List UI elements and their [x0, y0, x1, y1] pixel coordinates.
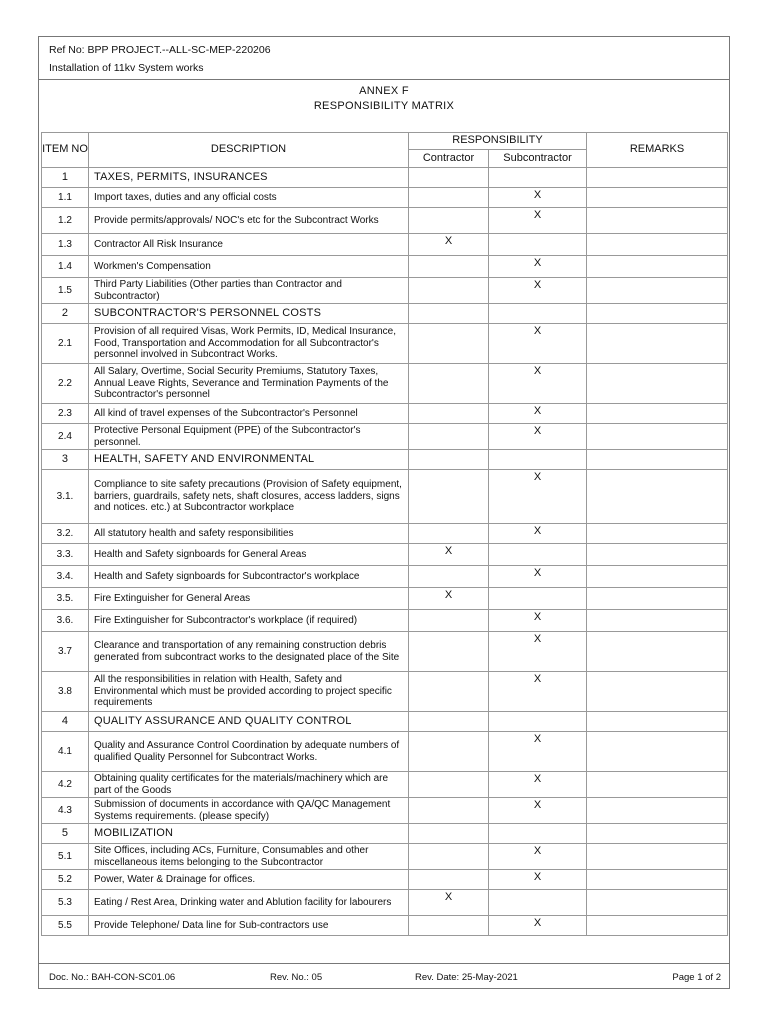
- footer-doc-number: Doc. No.: BAH-CON-SC01.06: [49, 972, 176, 983]
- item-number: 4.1: [42, 732, 89, 772]
- subcontractor-mark: [489, 588, 587, 610]
- remarks-cell: [587, 712, 728, 732]
- table-row: [42, 732, 728, 772]
- table-row: [42, 890, 728, 916]
- contractor-mark: [409, 798, 489, 824]
- contractor-mark: [409, 566, 489, 588]
- contractor-mark: [409, 610, 489, 632]
- remarks-cell: [587, 844, 728, 870]
- table-row: [42, 566, 728, 588]
- table-row: [42, 470, 728, 524]
- remarks-cell: [587, 208, 728, 234]
- footer-revision-number: Rev. No.: 05: [270, 972, 323, 983]
- item-description: Protective Personal Equipment (PPE) of the Subcontractor's personnel.: [89, 424, 409, 450]
- remarks-cell: [587, 424, 728, 450]
- item-number: 2.4: [42, 424, 89, 450]
- table-row: [42, 772, 728, 798]
- item-number: 4.2: [42, 772, 89, 798]
- remarks-cell: [587, 732, 728, 772]
- contractor-mark: [409, 632, 489, 672]
- subcontractor-mark: X: [489, 424, 587, 450]
- item-number: 1.1: [42, 188, 89, 208]
- table-row: [42, 544, 728, 566]
- item-description: MOBILIZATION: [89, 824, 409, 844]
- contractor-mark: [409, 916, 489, 936]
- remarks-cell: [587, 256, 728, 278]
- annex-label: ANNEX F: [359, 85, 409, 97]
- subcontractor-mark: X: [489, 566, 587, 588]
- item-description: Workmen's Compensation: [89, 256, 409, 278]
- item-description: Compliance to site safety precautions (Provision of Safety equipment, barriers, guardrails, safety nets, shaft closures, access ladders, signs and notices. etc.) at Subcontractor workplace: [89, 470, 409, 524]
- header-subcontractor: Subcontractor: [489, 150, 587, 168]
- table-row: [42, 672, 728, 712]
- subcontractor-mark: [489, 712, 587, 732]
- subcontractor-mark: X: [489, 732, 587, 772]
- item-description: Provide permits/approvals/ NOC's etc for the Subcontract Works: [89, 208, 409, 234]
- contractor-mark: [409, 824, 489, 844]
- item-number: 5.2: [42, 870, 89, 890]
- header-description: DESCRIPTION: [89, 133, 409, 168]
- item-number: 3.3.: [42, 544, 89, 566]
- item-description: Health and Safety signboards for General Areas: [89, 544, 409, 566]
- contractor-mark: [409, 278, 489, 304]
- section-row: [42, 712, 728, 732]
- subcontractor-mark: X: [489, 324, 587, 364]
- subcontractor-mark: X: [489, 672, 587, 712]
- item-number: 1.4: [42, 256, 89, 278]
- item-number: 2.2: [42, 364, 89, 404]
- table-row: [42, 632, 728, 672]
- subcontractor-mark: [489, 450, 587, 470]
- header-responsibility: RESPONSIBILITY: [409, 133, 587, 150]
- item-number: 2.1: [42, 324, 89, 364]
- item-number: 3.7: [42, 632, 89, 672]
- remarks-cell: [587, 870, 728, 890]
- item-description: QUALITY ASSURANCE AND QUALITY CONTROL: [89, 712, 409, 732]
- table-row: [42, 208, 728, 234]
- item-description: SUBCONTRACTOR'S PERSONNEL COSTS: [89, 304, 409, 324]
- contractor-mark: X: [409, 234, 489, 256]
- table-row: [42, 364, 728, 404]
- contractor-mark: X: [409, 588, 489, 610]
- table-row: [42, 844, 728, 870]
- remarks-cell: [587, 798, 728, 824]
- item-number: 3.8: [42, 672, 89, 712]
- item-number: 1: [42, 168, 89, 188]
- item-number: 3.1.: [42, 470, 89, 524]
- item-number: 5.5: [42, 916, 89, 936]
- subcontractor-mark: X: [489, 844, 587, 870]
- remarks-cell: [587, 632, 728, 672]
- header-contractor: Contractor: [409, 150, 489, 168]
- item-description: Obtaining quality certificates for the materials/machinery which are part of the Goods: [89, 772, 409, 798]
- item-description: All kind of travel expenses of the Subcontractor's Personnel: [89, 404, 409, 424]
- document-header: [39, 37, 729, 80]
- item-description: Third Party Liabilities (Other parties than Contractor and Subcontractor): [89, 278, 409, 304]
- remarks-cell: [587, 890, 728, 916]
- remarks-cell: [587, 470, 728, 524]
- item-number: 3.4.: [42, 566, 89, 588]
- section-row: [42, 824, 728, 844]
- contractor-mark: [409, 208, 489, 234]
- item-number: 5.1: [42, 844, 89, 870]
- subcontractor-mark: X: [489, 632, 587, 672]
- contractor-mark: [409, 450, 489, 470]
- footer-page-number: Page 1 of 2: [672, 972, 721, 983]
- contractor-mark: [409, 324, 489, 364]
- item-description: All Salary, Overtime, Social Security Premiums, Statutory Taxes, Annual Leave Rights, Severance and Termination Payments of the Subcontractor's personnel: [89, 364, 409, 404]
- contractor-mark: [409, 424, 489, 450]
- item-description: Fire Extinguisher for General Areas: [89, 588, 409, 610]
- responsibility-matrix-table: [41, 132, 728, 936]
- remarks-cell: [587, 168, 728, 188]
- contractor-mark: [409, 524, 489, 544]
- item-number: 3.5.: [42, 588, 89, 610]
- remarks-cell: [587, 916, 728, 936]
- table-header-row-1: [42, 133, 728, 150]
- item-number: 2.3: [42, 404, 89, 424]
- table-row: [42, 278, 728, 304]
- matrix-title: RESPONSIBILITY MATRIX: [313, 100, 455, 112]
- remarks-cell: [587, 234, 728, 256]
- remarks-cell: [587, 772, 728, 798]
- remarks-cell: [587, 544, 728, 566]
- contractor-mark: [409, 168, 489, 188]
- contractor-mark: [409, 188, 489, 208]
- remarks-cell: [587, 588, 728, 610]
- subcontractor-mark: X: [489, 524, 587, 544]
- item-description: Contractor All Risk Insurance: [89, 234, 409, 256]
- subcontractor-mark: [489, 824, 587, 844]
- header-item-no: ITEM NO: [42, 133, 89, 168]
- table-row: [42, 256, 728, 278]
- item-description: Provision of all required Visas, Work Permits, ID, Medical Insurance, Food, Transportation and Accommodation for all Subcontractor's personnel involved in Subcontract Works.: [89, 324, 409, 364]
- table-row: [42, 234, 728, 256]
- subcontractor-mark: X: [489, 208, 587, 234]
- remarks-cell: [587, 364, 728, 404]
- subcontractor-mark: X: [489, 798, 587, 824]
- table-row: [42, 916, 728, 936]
- item-description: Eating / Rest Area, Drinking water and Ablution facility for labourers: [89, 890, 409, 916]
- table-row: [42, 798, 728, 824]
- section-row: [42, 450, 728, 470]
- reference-number: Ref No: BPP PROJECT.--ALL-SC-MEP-220206: [49, 44, 271, 56]
- subcontractor-mark: X: [489, 470, 587, 524]
- remarks-cell: [587, 610, 728, 632]
- subcontractor-mark: [489, 304, 587, 324]
- section-row: [42, 168, 728, 188]
- document-footer: [39, 963, 729, 989]
- item-description: Submission of documents in accordance with QA/QC Management Systems requirements. (please specify): [89, 798, 409, 824]
- item-number: 1.5: [42, 278, 89, 304]
- item-description: Fire Extinguisher for Subcontractor's workplace (if required): [89, 610, 409, 632]
- item-number: 3.2.: [42, 524, 89, 544]
- item-number: 4: [42, 712, 89, 732]
- table-row: [42, 404, 728, 424]
- item-number: 5.3: [42, 890, 89, 916]
- table-row: [42, 188, 728, 208]
- subject-line: Installation of 11kv System works: [49, 62, 204, 74]
- remarks-cell: [587, 524, 728, 544]
- document-sheet: [38, 36, 730, 989]
- item-description: Power, Water & Drainage for offices.: [89, 870, 409, 890]
- item-number: 1.2: [42, 208, 89, 234]
- item-description: Quality and Assurance Control Coordination by adequate numbers of qualified Quality Personnel for Subcontract Works.: [89, 732, 409, 772]
- contractor-mark: [409, 772, 489, 798]
- item-description: Clearance and transportation of any remaining construction debris generated from subcontract works to the designated place of the Site: [89, 632, 409, 672]
- table-row: [42, 324, 728, 364]
- item-description: Import taxes, duties and any official costs: [89, 188, 409, 208]
- contractor-mark: [409, 672, 489, 712]
- remarks-cell: [587, 566, 728, 588]
- remarks-cell: [587, 324, 728, 364]
- subcontractor-mark: X: [489, 870, 587, 890]
- remarks-cell: [587, 824, 728, 844]
- table-row: [42, 870, 728, 890]
- item-description: All the responsibilities in relation with Health, Safety and Environmental which must be provided according to project specific requirements: [89, 672, 409, 712]
- contractor-mark: [409, 844, 489, 870]
- subcontractor-mark: X: [489, 256, 587, 278]
- subcontractor-mark: [489, 234, 587, 256]
- item-description: Provide Telephone/ Data line for Sub-contractors use: [89, 916, 409, 936]
- contractor-mark: [409, 304, 489, 324]
- item-description: All statutory health and safety responsibilities: [89, 524, 409, 544]
- subcontractor-mark: [489, 544, 587, 566]
- subcontractor-mark: X: [489, 610, 587, 632]
- item-description: Health and Safety signboards for Subcontractor's workplace: [89, 566, 409, 588]
- item-description: HEALTH, SAFETY AND ENVIRONMENTAL: [89, 450, 409, 470]
- item-number: 1.3: [42, 234, 89, 256]
- footer-revision-date: Rev. Date: 25-May-2021: [415, 972, 518, 983]
- table-row: [42, 588, 728, 610]
- remarks-cell: [587, 304, 728, 324]
- remarks-cell: [587, 278, 728, 304]
- item-description: Site Offices, including ACs, Furniture, Consumables and other miscellaneous items belonging to the Subcontractor: [89, 844, 409, 870]
- contractor-mark: X: [409, 544, 489, 566]
- contractor-mark: [409, 732, 489, 772]
- subcontractor-mark: X: [489, 404, 587, 424]
- item-description: TAXES, PERMITS, INSURANCES: [89, 168, 409, 188]
- item-number: 2: [42, 304, 89, 324]
- contractor-mark: [409, 712, 489, 732]
- contractor-mark: X: [409, 890, 489, 916]
- subcontractor-mark: X: [489, 364, 587, 404]
- item-number: 5: [42, 824, 89, 844]
- subcontractor-mark: X: [489, 772, 587, 798]
- item-number: 4.3: [42, 798, 89, 824]
- item-number: 3.6.: [42, 610, 89, 632]
- subcontractor-mark: [489, 890, 587, 916]
- annex-title: [39, 84, 729, 114]
- contractor-mark: [409, 870, 489, 890]
- contractor-mark: [409, 404, 489, 424]
- contractor-mark: [409, 364, 489, 404]
- remarks-cell: [587, 450, 728, 470]
- remarks-cell: [587, 188, 728, 208]
- section-row: [42, 304, 728, 324]
- subcontractor-mark: X: [489, 278, 587, 304]
- subcontractor-mark: X: [489, 188, 587, 208]
- contractor-mark: [409, 470, 489, 524]
- contractor-mark: [409, 256, 489, 278]
- subcontractor-mark: X: [489, 916, 587, 936]
- item-number: 3: [42, 450, 89, 470]
- header-remarks: REMARKS: [587, 133, 728, 168]
- remarks-cell: [587, 672, 728, 712]
- table-row: [42, 610, 728, 632]
- table-row: [42, 524, 728, 544]
- subcontractor-mark: [489, 168, 587, 188]
- remarks-cell: [587, 404, 728, 424]
- table-row: [42, 424, 728, 450]
